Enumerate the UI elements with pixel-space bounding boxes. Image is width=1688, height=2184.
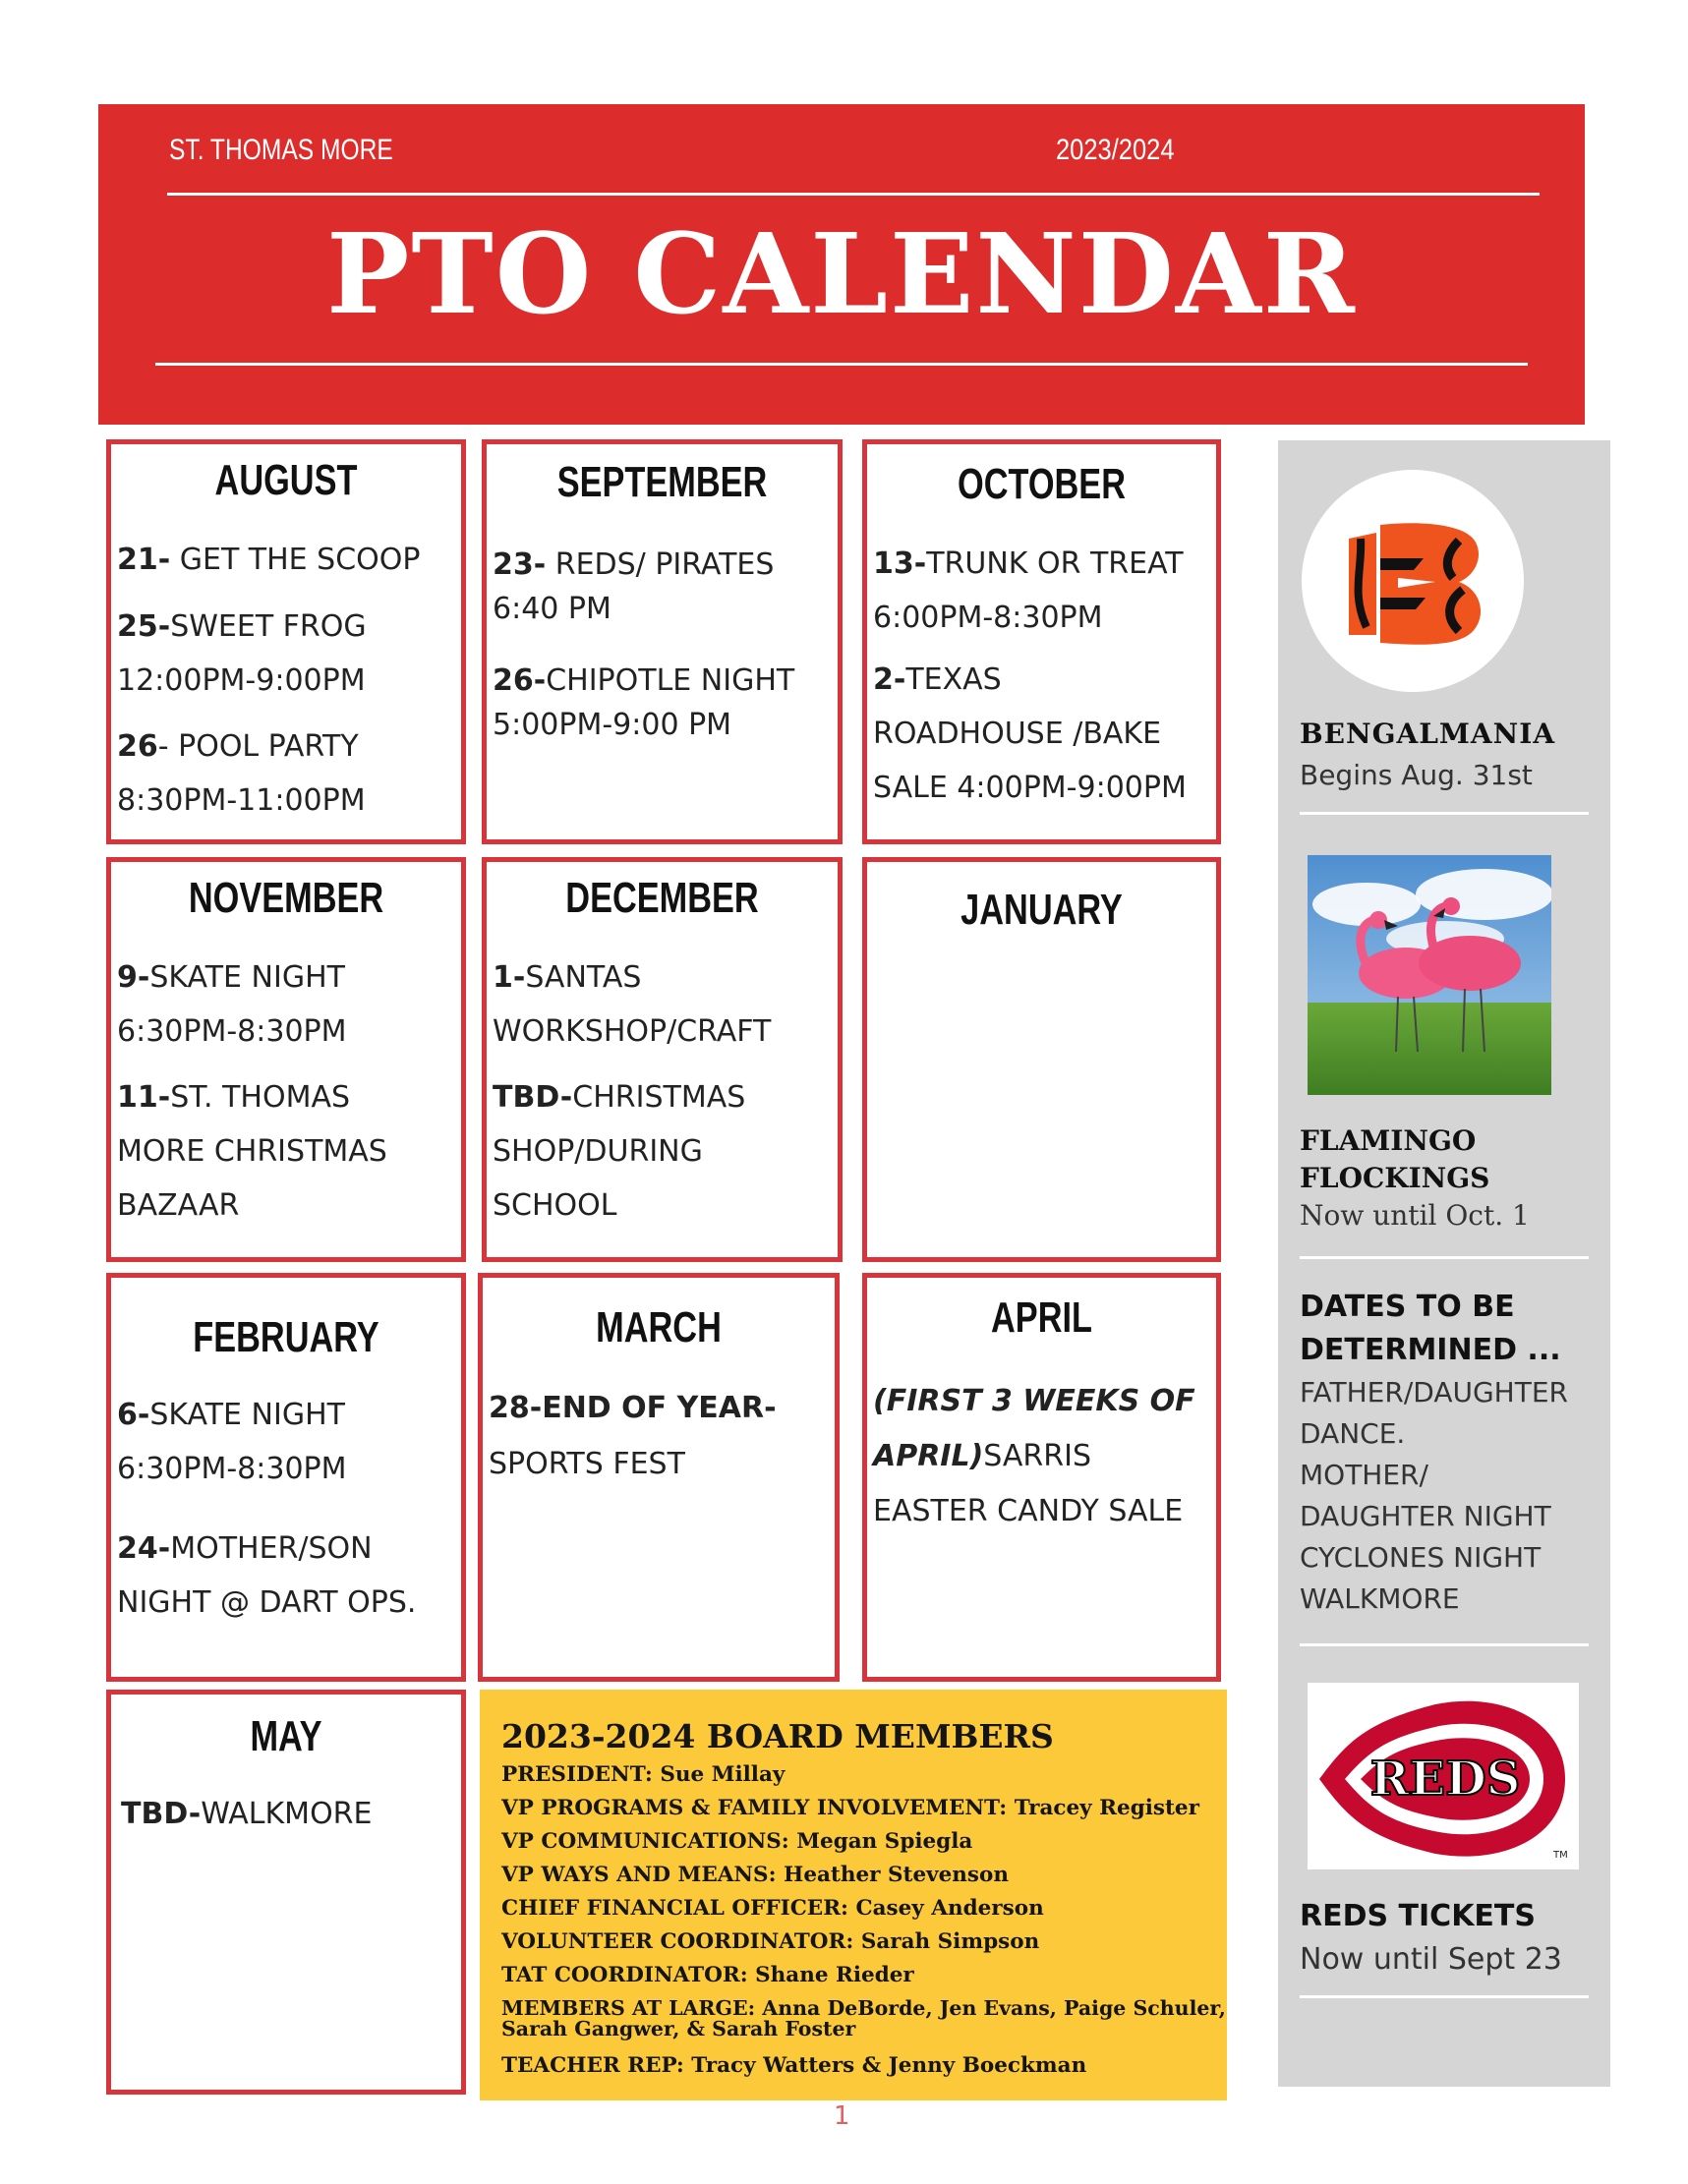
board-line: VP COMMUNICATIONS: Megan Spiegla [501, 1829, 973, 1854]
bengals-logo-icon [1302, 470, 1524, 692]
board-line: VP WAYS AND MEANS: Heather Stevenson [501, 1863, 1009, 1887]
month-title: DECEMBER [565, 874, 759, 922]
flamingo-photo [1308, 855, 1551, 1095]
event-item: TBD-WALKMORE [121, 1797, 373, 1831]
event-item: 24-MOTHER/SON NIGHT @ DART OPS. [117, 1531, 417, 1620]
month-title: AUGUST [214, 456, 358, 504]
board-line: MEMBERS AT LARGE: Anna DeBorde, Jen Evans, Paige Schuler, [501, 1996, 1226, 2020]
month-title: SEPTEMBER [556, 458, 768, 506]
month-box-october [862, 439, 1221, 844]
month-box-september [482, 439, 843, 844]
reds-logo-icon [1308, 1683, 1579, 1869]
event-item: 23- REDS/ PIRATES 6:40 PM [493, 547, 775, 626]
board-members-panel [480, 1690, 1227, 2100]
sidebar-divider [1300, 1995, 1589, 1998]
event-item: 6-SKATE NIGHT 6:30PM-8:30PM [117, 1398, 347, 1486]
event-item: 28-END OF YEAR- SPORTS FEST [489, 1391, 777, 1481]
month-title: OCTOBER [958, 460, 1126, 508]
board-line: PRESIDENT: Sue Millay [501, 1762, 786, 1787]
reds-tickets-title: REDS TICKETS [1300, 1899, 1536, 1933]
month-title: MAY [250, 1712, 322, 1760]
header-rule-top [167, 193, 1540, 196]
event-item: 1-SANTAS WORKSHOP/CRAFT [493, 960, 772, 1049]
sidebar-divider [1300, 1256, 1589, 1259]
page-number: 1 [834, 2101, 850, 2131]
month-box-march [478, 1273, 840, 1682]
event-item: 11-ST. THOMAS MORE CHRISTMAS BAZAAR [117, 1080, 387, 1223]
event-item: 26-CHIPOTLE NIGHT 5:00PM-9:00 PM [493, 663, 795, 742]
month-box-january [862, 857, 1221, 1262]
event-item: 13-TRUNK OR TREAT 6:00PM-8:30PM [873, 546, 1184, 635]
month-box-may [106, 1690, 466, 2095]
month-title: APRIL [991, 1293, 1092, 1342]
event-item: TBD-CHRISTMAS SHOP/DURING SCHOOL [493, 1080, 746, 1223]
page-title: PTO CALENDAR [326, 210, 1357, 339]
board-line: VP PROGRAMS & FAMILY INVOLVEMENT: Tracey Register [501, 1796, 1199, 1820]
board-title: 2023-2024 BOARD MEMBERS [501, 1717, 1054, 1755]
event-item: 26- POOL PARTY 8:30PM-11:00PM [117, 729, 366, 818]
reds-logo-trademark: TM [1553, 1850, 1568, 1861]
month-box-february [106, 1273, 466, 1682]
event-item: 25-SWEET FROG 12:00PM-9:00PM [117, 609, 367, 698]
month-box-august [106, 439, 466, 844]
board-line: TAT COORDINATOR: Shane Rieder [501, 1963, 914, 1987]
sidebar [1278, 440, 1610, 2087]
board-line: Sarah Gangwer, & Sarah Foster [501, 2017, 856, 2040]
bengalmania-subtitle: Begins Aug. 31st [1300, 759, 1533, 791]
month-title: JANUARY [960, 886, 1123, 934]
month-title: NOVEMBER [188, 874, 384, 922]
reds-tickets-subtitle: Now until Sept 23 [1300, 1942, 1562, 1977]
month-title: MARCH [596, 1303, 722, 1351]
school-year: 2023/2024 [1056, 134, 1175, 166]
month-box-april [862, 1273, 1221, 1682]
event-item: (FIRST 3 WEEKS OF APRIL)SARRIS EASTER CANDY SALE [873, 1384, 1195, 1528]
tbd-title: DATES TO BE DETERMINED ... [1300, 1290, 1561, 1367]
month-box-december [482, 857, 843, 1262]
sidebar-divider [1300, 1643, 1589, 1646]
flamingo-subtitle: Now until Oct. 1 [1300, 1199, 1530, 1232]
tbd-list: FATHER/DAUGHTER DANCE. MOTHER/ DAUGHTER NIGHT CYCLONES NIGHT WALKMORE [1300, 1376, 1568, 1615]
board-line: VOLUNTEER COORDINATOR: Sarah Simpson [501, 1929, 1040, 1954]
event-item: 9-SKATE NIGHT 6:30PM-8:30PM [117, 960, 347, 1049]
month-box-november [106, 857, 466, 1262]
sidebar-divider [1300, 812, 1589, 815]
board-line: TEACHER REP: Tracy Watters & Jenny Boeckman [501, 2053, 1087, 2078]
event-item: 2-TEXAS ROADHOUSE /BAKE SALE 4:00PM-9:00PM [873, 662, 1187, 805]
school-name: ST. THOMAS MORE [169, 134, 393, 166]
reds-logo-text: REDS [1369, 1752, 1521, 1807]
month-title: FEBRUARY [193, 1313, 379, 1361]
board-line: CHIEF FINANCIAL OFFICER: Casey Anderson [501, 1896, 1044, 1921]
bengalmania-title: BENGALMANIA [1300, 718, 1556, 750]
event-item: 21- GET THE SCOOP [117, 543, 421, 577]
header-banner [98, 104, 1585, 425]
header-rule-bottom [155, 363, 1528, 366]
flamingo-title: FLAMINGO FLOCKINGS [1300, 1124, 1490, 1194]
